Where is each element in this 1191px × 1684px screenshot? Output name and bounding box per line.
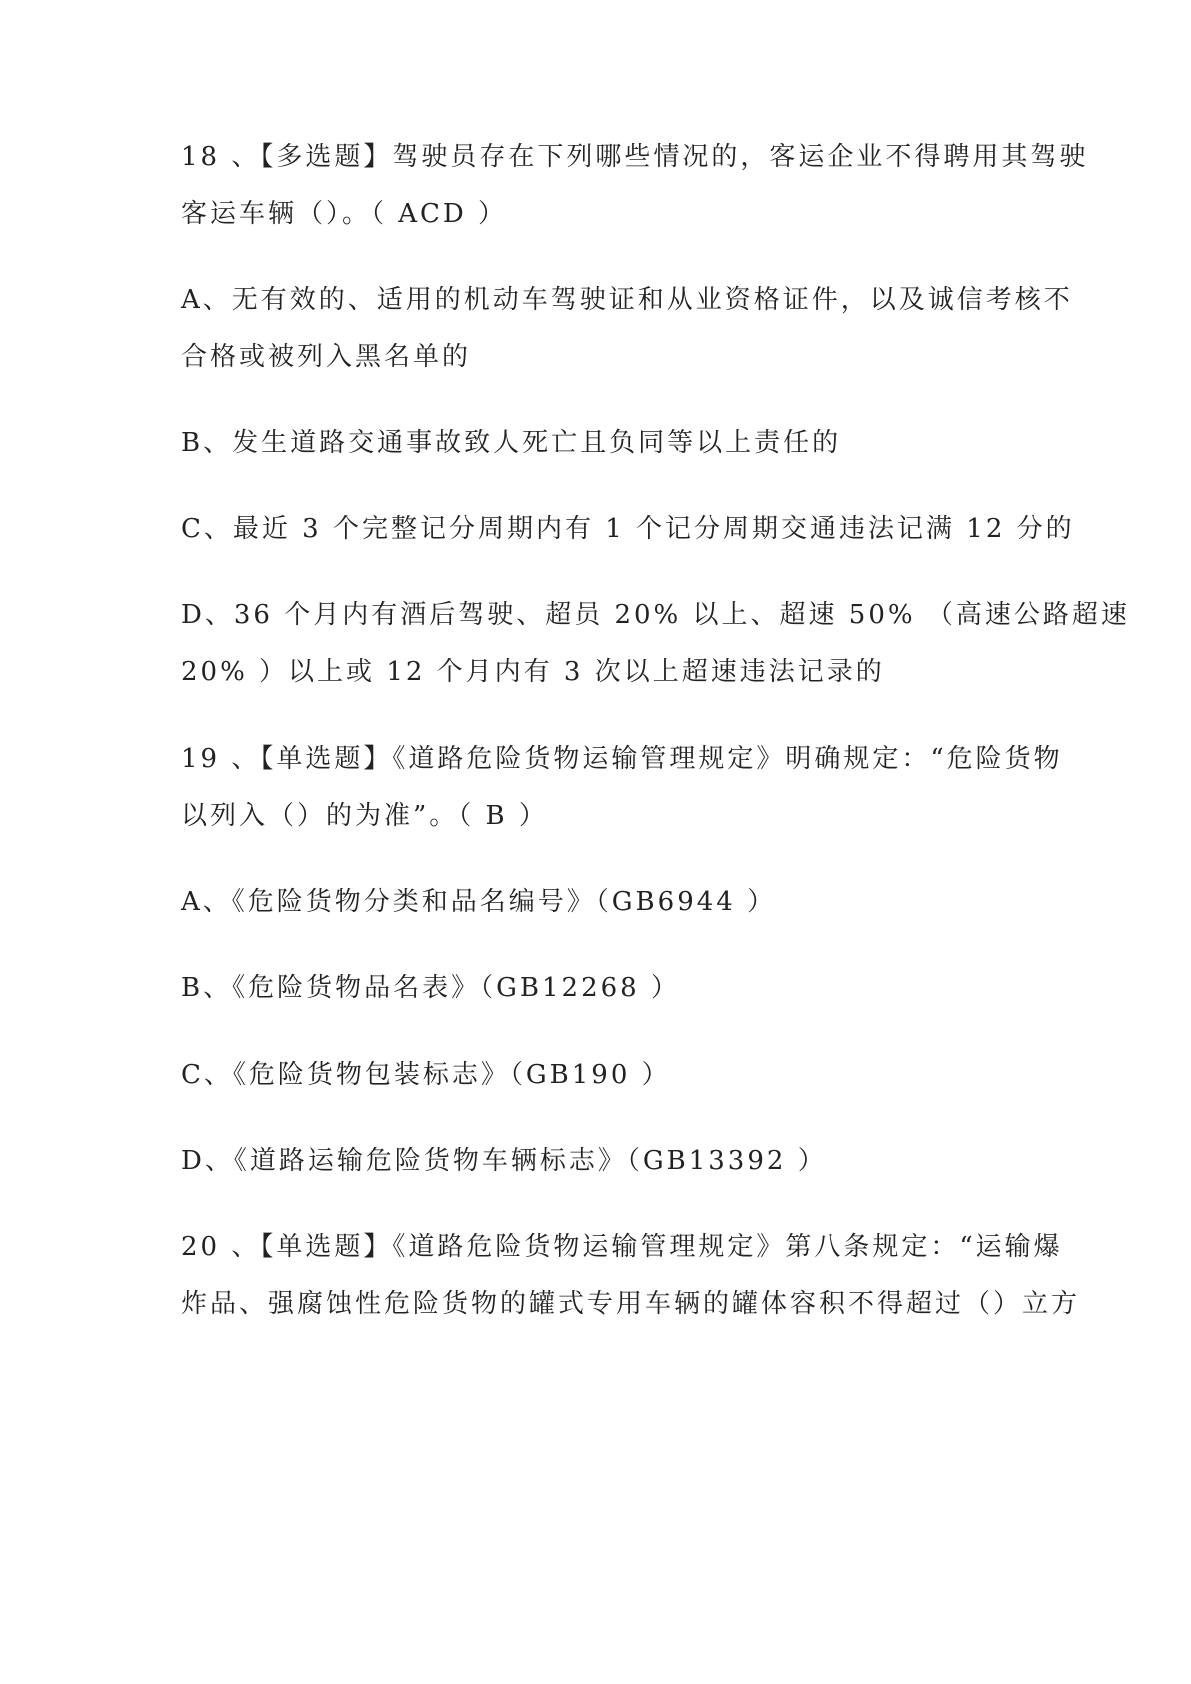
question-19-option-d: D、《道路运输危险货物车辆标志》（GB13392 ） — [181, 1146, 827, 1176]
question-18-option-d-line-2: 20% ）以上或 12 个月内有 3 次以上超速违法记录的 — [181, 657, 885, 687]
question-19-option-a: A、《危险货物分类和品名编号》（GB6944 ） — [181, 887, 777, 917]
question-18-text-line-1: 18 、【多选题】驾驶员存在下列哪些情况的，客运企业不得聘用其驾驶 — [181, 142, 1089, 172]
question-18-option-d-line-1: D、36 个月内有酒后驾驶、超员 20% 以上、超速 50% （高速公路超速 — [181, 600, 1130, 630]
question-19-option-c: C、《危险货物包装标志》（GB190 ） — [181, 1060, 671, 1090]
question-18-option-a-line-1: A、无有效的、适用的机动车驾驶证和从业资格证件，以及诚信考核不 — [181, 285, 1073, 315]
question-20-text-line-2: 炸品、强腐蚀性危险货物的罐式专用车辆的罐体容积不得超过（）立方 — [181, 1289, 1081, 1319]
question-18-text-line-2: 客运车辆（）。（ ACD ） — [181, 199, 508, 229]
question-18-option-b: B、发生道路交通事故致人死亡且负同等以上责任的 — [181, 428, 842, 458]
question-20-text-line-1: 20 、【单选题】《道路危险货物运输管理规定》第八条规定：“运输爆 — [181, 1232, 1063, 1262]
question-18-option-c: C、最近 3 个完整记分周期内有 1 个记分周期交通违法记满 12 分的 — [181, 514, 1075, 544]
question-19-option-b: B、《危险货物品名表》（GB12268 ） — [181, 973, 680, 1003]
question-19-text-line-2: 以列入（）的为准”。（ B ） — [181, 801, 548, 831]
question-19-text-line-1: 19 、【单选题】《道路危险货物运输管理规定》明确规定：“危险货物 — [181, 744, 1063, 774]
question-18-option-a-line-2: 合格或被列入黑名单的 — [181, 342, 472, 372]
